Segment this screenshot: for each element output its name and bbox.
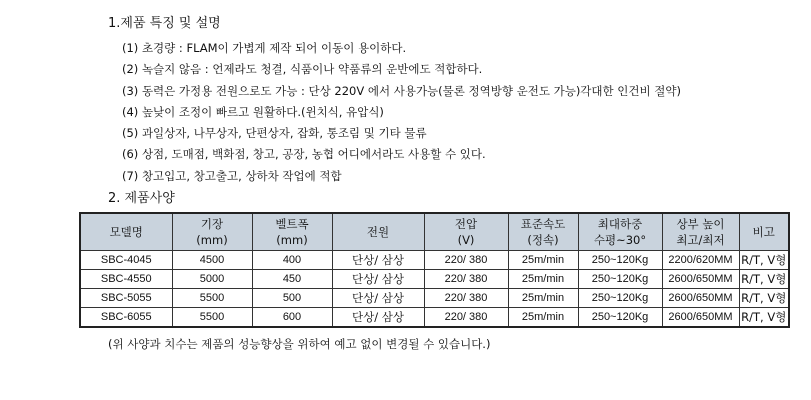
cell-belt-width: 450 [252,270,332,289]
cell-speed: 25m/min [508,308,578,328]
table-row [80,308,789,328]
cell-speed: 25m/min [508,251,578,270]
cell-max-load: 250~120Kg [578,308,662,328]
cell-remarks: R/T, V형 [739,289,789,308]
table-row [80,289,789,308]
header-max-load: 최대하중 수평~30° [578,213,662,251]
cell-length: 5000 [172,270,252,289]
feature-item-6: (6) 상점, 도매점, 백화점, 창고, 공장, 농협 어디에서라도 사용할 수 있다. [122,147,486,162]
cell-top-height: 2600/650MM [662,308,739,328]
feature-item-2: (2) 녹슬지 않음 : 언제라도 청결, 식품이나 약품류의 운반에도 적합하다. [122,62,483,77]
cell-power: 단상/ 삼상 [332,270,424,289]
section2-title: 2. 제품사양 [108,191,175,206]
cell-max-load: 250~120Kg [578,251,662,270]
header-belt-width: 벨트폭 (mm) [252,213,332,251]
cell-voltage: 220/ 380 [424,308,508,328]
feature-list [122,38,681,187]
section1-title: 1.제품 특징 및 설명 [108,16,221,31]
cell-top-height: 2600/650MM [662,270,739,289]
header-model: 모델명 [80,213,172,251]
feature-item-5: (5) 과일상자, 나무상자, 단편상자, 잡화, 통조림 및 기타 물류 [122,126,427,141]
cell-power: 단상/ 삼상 [332,251,424,270]
cell-length: 5500 [172,308,252,328]
cell-remarks: R/T, V형 [739,270,789,289]
header-voltage: 전압 (V) [424,213,508,251]
spec-header-row [80,213,789,251]
cell-length: 4500 [172,251,252,270]
cell-remarks: R/T, V형 [739,251,789,270]
cell-voltage: 220/ 380 [424,289,508,308]
cell-voltage: 220/ 380 [424,270,508,289]
cell-speed: 25m/min [508,289,578,308]
cell-model: SBC-5055 [80,289,172,308]
feature-item-4: (4) 높낮이 조정이 빠르고 원활하다.(윈치식, 유압식) [122,104,384,119]
cell-remarks: R/T, V형 [739,308,789,328]
cell-speed: 25m/min [508,270,578,289]
cell-belt-width: 500 [252,289,332,308]
feature-item-3: (3) 동력은 가정용 전원으로도 가능 : 단상 220V 에서 사용가능(물론 정역방향 운전도 가능)각대한 인건비 절약) [122,83,681,98]
feature-item-7: (7) 창고입고, 창고출고, 상하차 작업에 적합 [122,168,342,183]
cell-power: 단상/ 삼상 [332,308,424,328]
cell-max-load: 250~120Kg [578,289,662,308]
header-remarks: 비고 [739,213,789,251]
cell-max-load: 250~120Kg [578,270,662,289]
header-top-height: 상부 높이 최고/최저 [662,213,739,251]
table-row [80,251,789,270]
cell-length: 5500 [172,289,252,308]
header-length: 기장 (mm) [172,213,252,251]
spec-table [79,212,790,328]
cell-belt-width: 400 [252,251,332,270]
cell-power: 단상/ 삼상 [332,289,424,308]
cell-top-height: 2200/620MM [662,251,739,270]
cell-model: SBC-6055 [80,308,172,328]
spec-note: (위 사양과 치수는 제품의 성능향상을 위하여 예고 없이 변경될 수 있습니다.) [108,337,491,351]
cell-top-height: 2600/650MM [662,289,739,308]
header-power: 전원 [332,213,424,251]
feature-item-1: (1) 초경량 : FLAM이 가볍게 제작 되어 이동이 용이하다. [122,41,407,55]
header-speed: 표준속도 (정속) [508,213,578,251]
table-row [80,270,789,289]
cell-model: SBC-4550 [80,270,172,289]
cell-voltage: 220/ 380 [424,251,508,270]
cell-belt-width: 600 [252,308,332,328]
cell-model: SBC-4045 [80,251,172,270]
